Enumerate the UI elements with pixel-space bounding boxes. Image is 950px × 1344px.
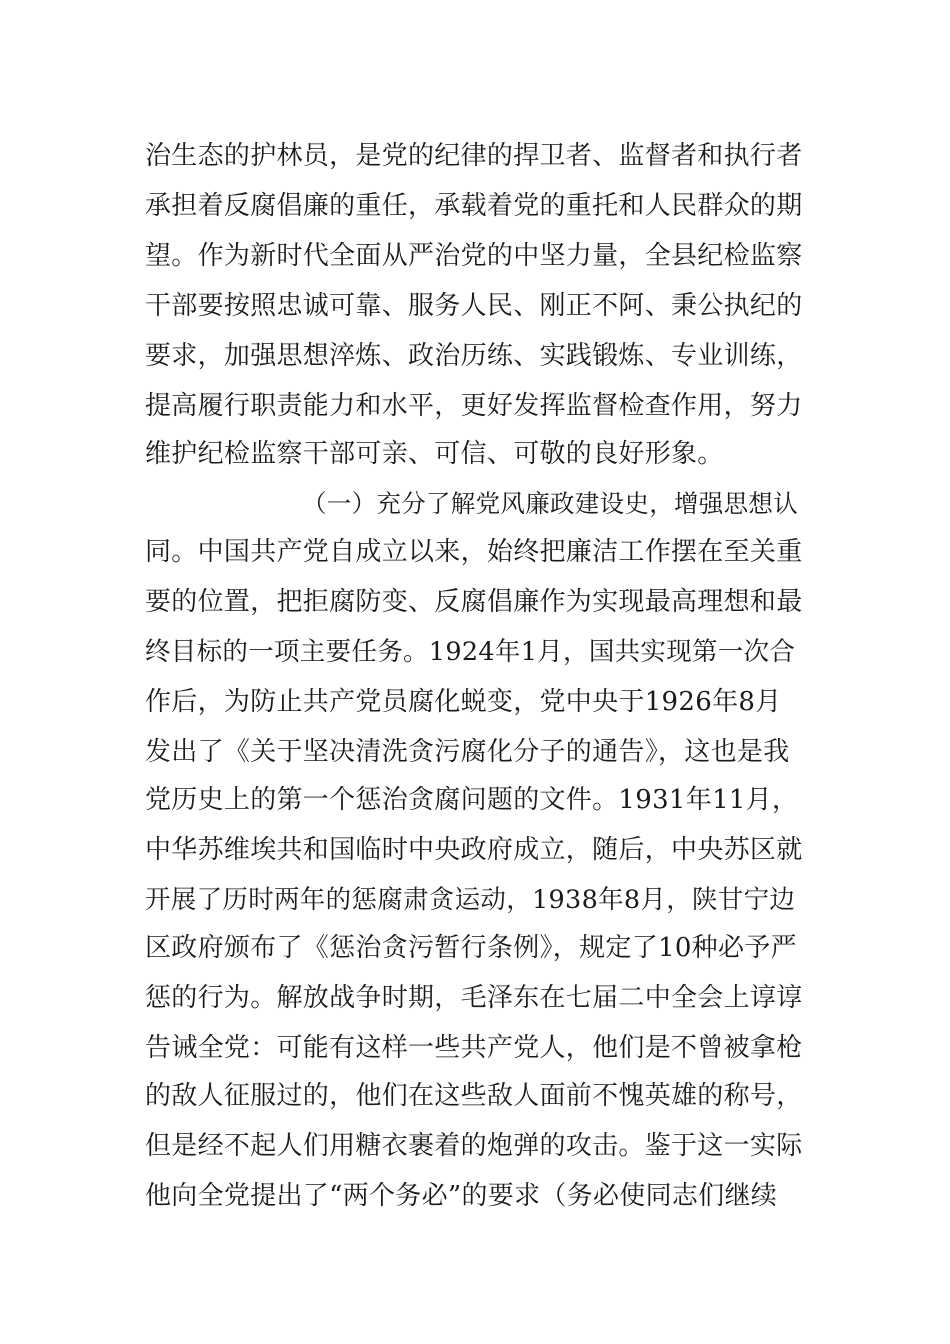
text-line: 望。作为新时代全面从严治党的中坚力量，全县纪检监察	[145, 241, 803, 271]
text-line: 惩的行为。解放战争时期，毛泽东在七届二中全会上谆谆	[145, 983, 803, 1013]
text-line: 作后，为防止共产党员腐化蜕变，党中央于1926年8月	[145, 687, 782, 717]
text-line: 中华苏维埃共和国临时中央政府成立，随后，中央苏区就	[145, 835, 803, 865]
text-line: 的敌人征服过的，他们在这些敌人面前不愧英雄的称号，	[145, 1081, 803, 1111]
text-line: 提高履行职责能力和水平，更好发挥监督检查作用，努力	[145, 391, 803, 421]
text-line: 但是经不起人们用糖衣裹着的炮弹的攻击。鉴于这一实际	[145, 1131, 803, 1161]
text-line: 发出了《关于坚决清洗贪污腐化分子的通告》，这也是我	[145, 737, 790, 767]
text-line: 干部要按照忠诚可靠、服务人民、刚正不阿、秉公执纪的	[145, 291, 803, 321]
text-line: 告诫全党：可能有这样一些共产党人，他们是不曾被拿枪	[145, 1033, 803, 1063]
text-line: 终目标的一项主要任务。1924年1月，国共实现第一次合	[145, 637, 796, 667]
text-line: 开展了历时两年的惩腐肃贪运动，1938年8月，陕甘宁边	[145, 885, 796, 915]
text-line: 他向全党提出了“两个务必”的要求（务必使同志们继续	[145, 1181, 778, 1211]
text-line: 同。中国共产党自成立以来，始终把廉洁工作摆在至关重	[145, 537, 803, 567]
text-line: 要的位置，把拒腐防变、反腐倡廉作为实现最高理想和最	[145, 587, 803, 617]
text-line: 党历史上的第一个惩治贪腐问题的文件。1931年11月，	[145, 785, 799, 815]
text-line: 要求，加强思想淬炼、政治历练、实践锻炼、专业训练，	[145, 341, 803, 371]
text-line: 承担着反腐倡廉的重任，承载着党的重托和人民群众的期	[145, 191, 803, 221]
text-line: 维护纪检监察干部可亲、可信、可敬的良好形象。	[145, 439, 724, 469]
text-line: 治生态的护林员，是党的纪律的捍卫者、监督者和执行者	[145, 141, 803, 171]
text-line: 区政府颁布了《惩治贪污暂行条例》，规定了10种必予严	[145, 933, 797, 963]
section-heading-line: （一）充分了解党风廉政建设史，增强思想认	[302, 489, 798, 518]
